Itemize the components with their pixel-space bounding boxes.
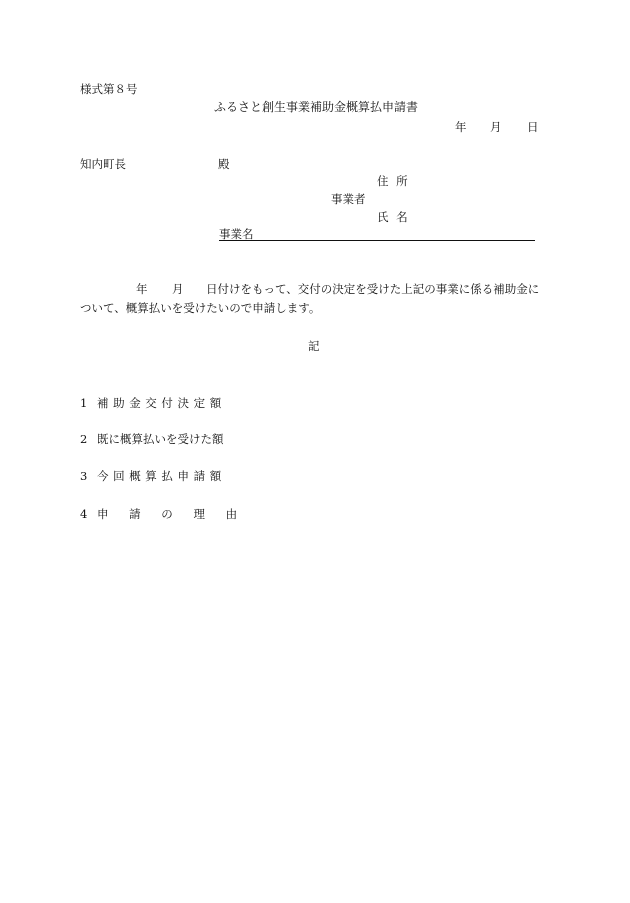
addressee-name: 知内町長 — [80, 157, 126, 171]
form-number: 様式第８号 — [80, 82, 138, 96]
body-date-year: 年 — [136, 282, 148, 296]
operator-label: 事業者 — [331, 192, 366, 206]
body-date-month: 月 — [172, 282, 184, 296]
item-3-label: 今回概算払申請額 — [97, 469, 226, 483]
item-2-number: 2 — [80, 432, 88, 446]
item-4-label: 申 請 の 理 由 — [97, 507, 246, 521]
item-4-number: 4 — [80, 507, 88, 521]
item-1-number: 1 — [80, 396, 88, 410]
body-line1: 日付けをもって、交付の決定を受けた上記の事業に係る補助金に — [206, 282, 540, 296]
item-2-label: 既に概算払いを受けた額 — [97, 432, 224, 446]
item-1-label: 補助金交付決定額 — [97, 396, 226, 410]
date-month-label: 月 — [490, 120, 502, 134]
document-title: ふるさと創生事業補助金概算払申請書 — [214, 100, 419, 114]
ki-heading: 記 — [308, 339, 320, 353]
address-label: 住 所 — [377, 174, 410, 188]
project-name-label: 事業名 — [219, 227, 254, 241]
date-day-label: 日 — [527, 120, 539, 134]
item-3-number: 3 — [80, 469, 88, 483]
name-label: 氏 名 — [377, 210, 410, 224]
addressee-honorific: 殿 — [218, 157, 230, 171]
body-line2: ついて、概算払いを受けたいので申請します。 — [80, 301, 321, 315]
project-name-underline — [219, 240, 535, 241]
date-year-label: 年 — [455, 120, 467, 134]
